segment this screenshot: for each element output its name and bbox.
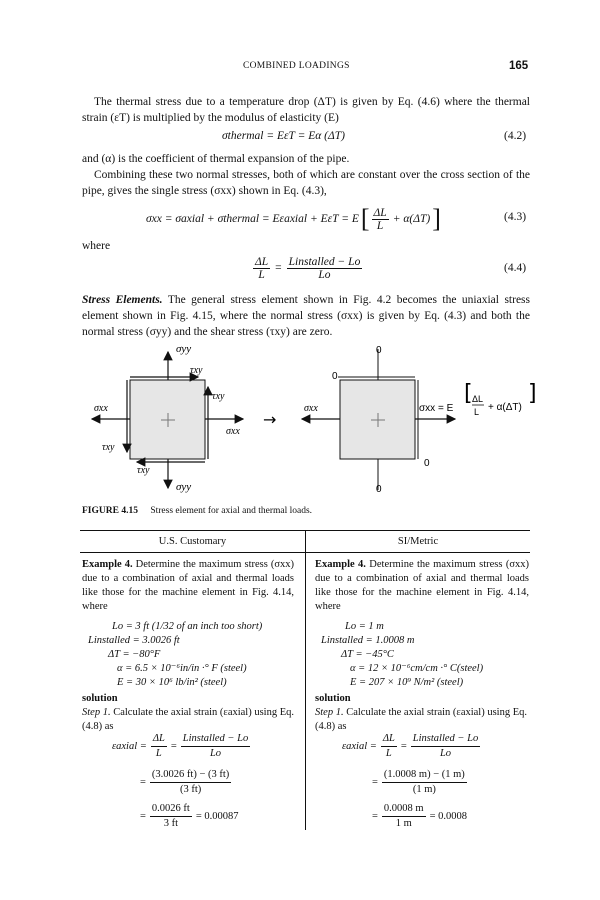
figure-caption-text: Stress element for axial and thermal loads. xyxy=(150,506,313,516)
column-head-si: SI/Metric xyxy=(397,536,439,547)
fraction-numerator: 0.0026 ft xyxy=(150,802,192,817)
given-alpha: α = 6.5 × 10⁻⁶in/in ·° F (steel) xyxy=(117,663,247,674)
stress-elements-heading: Stress Elements. xyxy=(82,294,163,306)
step-label: Step 1. xyxy=(315,707,344,718)
label-txy-top: τxy xyxy=(190,365,203,376)
fraction-denominator: Lo xyxy=(439,748,452,759)
equation-4-3-number: (4.3) xyxy=(504,211,527,223)
label-txy-left: τxy xyxy=(102,442,115,453)
fraction-denominator: 3 ft xyxy=(163,818,179,829)
equation-4-3-rest: + α(ΔT) xyxy=(392,213,431,225)
label-zero-topleft: 0 xyxy=(332,371,338,382)
label-syy-bottom: σyy xyxy=(176,481,192,493)
equation-4-3-fraction xyxy=(372,207,389,232)
fraction-numerator: ΔL xyxy=(381,732,397,747)
example-text: Determine the maximum stress (σxx) due to a combination of axial and thermal loads like those for the machine element in Fig. 4.14, where xyxy=(315,559,529,612)
calc-line-1-us: εaxial = $\frac{\Delta L}{L}$ = $\frac{\text{Linstalled − Lo}}{Lo}$ xyxy=(112,733,249,759)
figure-caption xyxy=(82,506,312,516)
equation-4-2: σthermal = EεT = Eα (ΔT) xyxy=(222,130,345,142)
column-divider xyxy=(305,530,306,830)
figure-4-15 xyxy=(80,340,540,505)
left-bracket: [ xyxy=(360,204,370,233)
paragraph-combining: Combining these two normal stresses, both of which are constant over the cross section of the pipe, gives the single stress (σxx) shown in Eq. (4.3), xyxy=(82,169,530,197)
given-values-si xyxy=(315,620,529,690)
fraction-denominator: Lo xyxy=(209,748,222,759)
fraction-denominator: Lo xyxy=(318,268,331,281)
calc-line-1-si: εaxial = $\frac{\Delta L}{L}$ = $\frac{\text{Linstalled − Lo}}{Lo}$ xyxy=(342,733,479,759)
given-values-us xyxy=(82,620,302,690)
solution-label: solution xyxy=(315,693,351,704)
fraction-denominator: (3 ft) xyxy=(179,784,202,795)
fraction-denominator: L xyxy=(376,219,384,232)
calc-line-2-si: = $\frac{(1.0008 m) - (1 m)}{(1 m)}$ xyxy=(372,769,465,795)
step-text: Calculate the axial strain (εaxial) using Eq. (4.8) as xyxy=(315,707,528,732)
column-head-us: U.S. Customary xyxy=(158,536,227,547)
fraction-numerator: Linstalled − Lo xyxy=(181,732,250,747)
fraction-numerator: 0.0008 m xyxy=(382,802,426,817)
fraction-denominator: (1 m) xyxy=(412,784,436,795)
paragraph-thermal-stress: The thermal stress due to a temperature drop (ΔT) is given by Eq. (4.6) where the thermal strain (εT) is multiplied by the modulus of elasticity (E) xyxy=(82,96,530,124)
label-syy-top: σyy xyxy=(176,343,192,355)
given-alpha: α = 12 × 10⁻⁶cm/cm ·° C(steel) xyxy=(350,663,484,674)
paragraph-coefficient: and (α) is the coefficient of thermal expansion of the pipe. xyxy=(82,153,350,165)
calc-result: = 0.00087 xyxy=(195,810,239,822)
step-label: Step 1. xyxy=(82,707,111,718)
label-sxx-rest: + α(ΔT) xyxy=(488,402,522,413)
label-txy-right: τxy xyxy=(212,391,225,402)
calc-line-2-us: = $\frac{(3.0026 ft) - (3 ft)}{(3 ft)}$ xyxy=(140,769,230,795)
fraction-denominator: L xyxy=(385,748,392,759)
example-us xyxy=(82,558,294,614)
svg-text:[: [ xyxy=(464,381,473,406)
example-label: Example 4. xyxy=(315,559,366,570)
transition-arrow: → xyxy=(263,410,277,429)
calc-lhs: εaxial = xyxy=(342,740,377,752)
solution-label: solution xyxy=(82,693,118,704)
fraction-denominator: L xyxy=(155,748,162,759)
right-bracket: ] xyxy=(432,204,441,233)
where-label: where xyxy=(82,240,111,252)
fraction-denominator: L xyxy=(258,268,265,281)
running-title: COMBINED LOADINGS xyxy=(243,61,350,71)
example-text: Determine the maximum stress (σxx) due to a combination of axial and thermal loads like those for the machine element in Fig. 4.14, where xyxy=(82,559,295,612)
label-fraction-den: L xyxy=(474,407,480,417)
equation-4-3 xyxy=(146,201,441,237)
fraction-numerator: Linstalled − Lo xyxy=(411,732,480,747)
given-delta-t: ΔT = −80°F xyxy=(108,649,161,660)
label-txy-bottom: τxy xyxy=(137,465,150,476)
page-number: 165 xyxy=(509,60,529,72)
fraction-numerator: ΔL xyxy=(373,206,387,219)
equation-4-3-lhs: σxx = σaxial + σthermal = Eεaxial + EεT = E xyxy=(146,213,359,225)
step-text: Calculate the axial strain (εaxial) using Eq. (4.8) as xyxy=(82,707,295,732)
fraction-numerator: (1.0008 m) − (1 m) xyxy=(382,768,467,783)
example-si xyxy=(315,558,529,614)
equation-4-4-number: (4.4) xyxy=(504,262,527,274)
example-label: Example 4. xyxy=(82,559,133,570)
fraction-denominator: 1 m xyxy=(395,818,412,829)
label-sxx-equation: σxx = E xyxy=(419,403,454,414)
solution-us xyxy=(82,692,294,734)
label-zero-top: 0 xyxy=(376,345,382,356)
stress-elements-text: The general stress element shown in Fig. 4.2 becomes the uniaxial stress element shown in Fig. 4.15, where the normal stress (σxx) is given by Eq. (4.3) and both the normal stress (σyy) and the shear stress (τxy) are zero. xyxy=(82,294,530,338)
fraction-numerator: Linstalled − Lo xyxy=(288,255,361,268)
calc-line-3-si: = $\frac{0.0008 m}{1 m}$ = 0.0008 xyxy=(372,803,468,829)
label-zero-right: 0 xyxy=(424,458,430,469)
label-sxx-right: σxx xyxy=(226,426,240,437)
uniaxial-stress-element xyxy=(302,345,537,495)
general-stress-element xyxy=(92,343,243,493)
figure-caption-label: FIGURE 4.15 xyxy=(82,506,138,516)
label-fraction-num: ΔL xyxy=(472,394,484,404)
calc-line-3-us: = $\frac{0.0026 ft}{3 ft}$ = 0.00087 xyxy=(140,803,239,829)
svg-text:]: ] xyxy=(528,381,537,406)
given-linstalled: Linstalled = 1.0008 m xyxy=(321,635,415,646)
equation-4-4-fraction-a xyxy=(253,256,270,281)
paragraph-stress-elements xyxy=(82,292,530,340)
calc-lhs: εaxial = xyxy=(112,740,147,752)
given-lo: Lo = 1 m xyxy=(345,621,384,632)
fraction-numerator: ΔL xyxy=(151,732,167,747)
fraction-numerator: (3.0026 ft) − (3 ft) xyxy=(150,768,231,783)
solution-si xyxy=(315,692,529,734)
calc-result: = 0.0008 xyxy=(429,810,468,822)
equation-4-4 xyxy=(253,250,362,286)
label-sxx-left: σxx xyxy=(304,403,318,414)
equation-4-4-fraction-b xyxy=(287,256,363,281)
given-delta-t: ΔT = −45°C xyxy=(341,649,394,660)
given-linstalled: Linstalled = 3.0026 ft xyxy=(88,635,180,646)
equation-4-2-number: (4.2) xyxy=(504,130,527,142)
label-zero-bottom: 0 xyxy=(376,484,382,495)
given-modulus: E = 30 × 10⁶ lb/in² (steel) xyxy=(117,677,227,688)
given-lo: Lo = 3 ft (1/32 of an inch too short) xyxy=(112,621,263,632)
label-sxx-left: σxx xyxy=(94,403,108,414)
fraction-numerator: ΔL xyxy=(255,255,269,268)
equals-sign: = xyxy=(275,262,282,274)
given-modulus: E = 207 × 10⁹ N/m² (steel) xyxy=(350,677,464,688)
